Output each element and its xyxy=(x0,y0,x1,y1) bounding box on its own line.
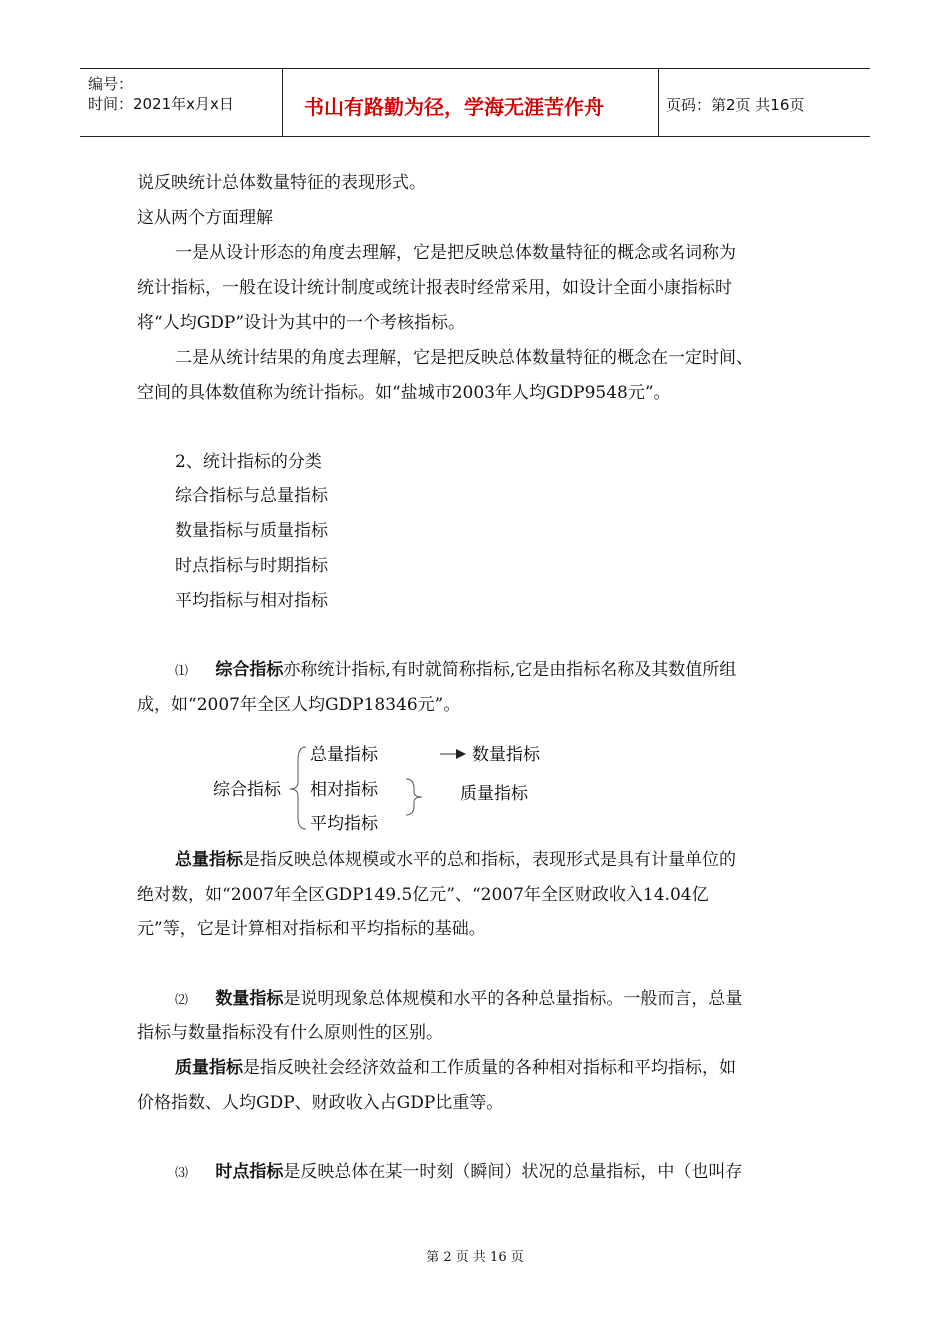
diagram-branch: 总量指标 xyxy=(310,745,378,765)
section-title: 2、统计指标的分类 xyxy=(175,452,322,472)
diagram-branch: 相对指标 xyxy=(310,780,378,800)
definition-line xyxy=(175,988,742,1012)
definition-text: 是说明现象总体规模和水平的各种总量指标。一般而言，总量 xyxy=(283,989,743,1009)
classification-item: 平均指标与相对指标 xyxy=(175,591,328,611)
definition-line xyxy=(175,849,736,871)
term-bold: 总量指标 xyxy=(175,850,243,870)
item-number: ⑶ xyxy=(175,1166,189,1181)
diagram-root: 综合指标 xyxy=(213,780,281,800)
definition-text: 亦称统计指标,有时就简称指标,它是由指标名称及其数值所组 xyxy=(283,660,737,680)
definition-line xyxy=(175,1161,742,1185)
definition-line xyxy=(175,1057,736,1079)
definition-text: 是指反映社会经济效益和工作质量的各种相对指标和平均指标，如 xyxy=(243,1058,736,1078)
classification-item: 综合指标与总量指标 xyxy=(175,486,328,506)
paragraph-line: 价格指数、人均GDP、财政收入占GDP比重等。 xyxy=(137,1093,504,1113)
paragraph-line: 指标与数量指标没有什么原则性的区别。 xyxy=(137,1023,443,1043)
term-bold: 时点指标 xyxy=(215,1162,284,1182)
item-number: ⑴ xyxy=(175,664,189,679)
term-bold: 质量指标 xyxy=(175,1058,243,1078)
paragraph-line: 统计指标，一般在设计统计制度或统计报表时经常采用，如设计全面小康指标时 xyxy=(137,278,732,298)
arrow-head-icon xyxy=(456,749,466,759)
paragraph-line: 将“人均GDP”设计为其中的一个考核指标。 xyxy=(137,313,466,333)
header-page-info: 页码：第2页 共16页 xyxy=(666,96,805,114)
paragraph-line: 这从两个方面理解 xyxy=(137,208,273,228)
paragraph-line: 说反映统计总体数量特征的表现形式。 xyxy=(137,173,426,193)
diagram-target: 数量指标 xyxy=(472,745,540,765)
paragraph-line: 一是从设计形态的角度去理解，它是把反映总体数量特征的概念或名词称为 xyxy=(175,243,736,263)
document-number-label: 编号： xyxy=(88,75,134,93)
diagram-target: 质量指标 xyxy=(460,784,528,804)
paragraph-line: 空间的具体数值称为统计指标。如“盐城市2003年人均GDP9548元”。 xyxy=(137,383,671,403)
header-motto: 书山有路勤为径，学海无涯苦作舟 xyxy=(304,95,604,119)
classification-item: 时点指标与时期指标 xyxy=(175,556,328,576)
item-number: ⑵ xyxy=(175,993,189,1008)
paragraph-line: 成，如“2007年全区人均GDP18346元”。 xyxy=(137,695,461,715)
left-brace xyxy=(290,747,306,829)
diagram-branch: 平均指标 xyxy=(310,814,378,834)
document-date-label: 时间：2021年x月x日 xyxy=(88,95,234,113)
paragraph-line: 元”等，它是计算相对指标和平均指标的基础。 xyxy=(137,919,486,939)
definition-text: 是指反映总体规模或水平的总和指标，表现形式是具有计量单位的 xyxy=(243,850,736,870)
classification-item: 数量指标与质量指标 xyxy=(175,521,328,541)
page-footer: 第 2 页 共 16 页 xyxy=(426,1250,524,1265)
paragraph-line: 绝对数，如“2007年全区GDP149.5亿元”、“2007年全区财政收入14.04亿 xyxy=(137,885,709,905)
definition-text: 是反映总体在某一时刻（瞬间）状况的总量指标，中（也叫存 xyxy=(283,1162,743,1182)
term-bold: 数量指标 xyxy=(215,989,284,1009)
paragraph-line: 二是从统计结果的角度去理解，它是把反映总体数量特征的概念在一定时间、 xyxy=(175,348,753,368)
right-brace xyxy=(406,779,422,815)
term-bold: 综合指标 xyxy=(215,660,284,680)
